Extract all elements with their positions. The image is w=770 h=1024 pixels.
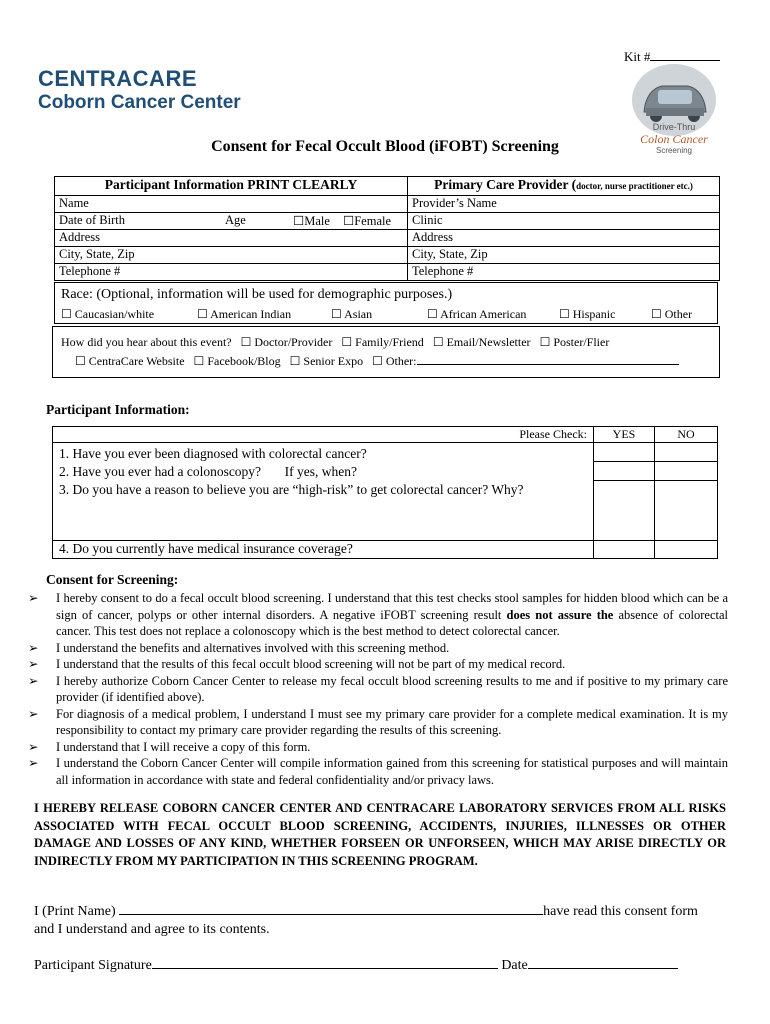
bullet-arrow-icon: ➢ xyxy=(28,706,39,721)
referral-other-field[interactable] xyxy=(417,350,679,365)
badge-line1: Drive-Thru xyxy=(652,122,696,132)
print-name-field[interactable] xyxy=(119,900,543,915)
referral-poster[interactable]: ☐ Poster/Flier xyxy=(539,335,610,349)
q4-yes-box[interactable] xyxy=(594,541,655,559)
referral-email[interactable]: ☐ Email/Newsletter xyxy=(432,335,531,349)
female-checkbox[interactable]: ☐Female xyxy=(343,214,392,228)
consent-item-7: ➢ I understand the Coborn Cancer Center will compile information gained from this screening for statistical purposes and will maintain all information in accordance with state and federal confidentiality and/or privacy laws. xyxy=(28,756,728,787)
date-label: Date xyxy=(501,958,528,973)
participant-city-field[interactable]: City, State, Zip xyxy=(55,247,408,264)
q4-no-box[interactable] xyxy=(655,541,718,559)
signature-field[interactable] xyxy=(152,954,498,969)
q2-yes-box[interactable] xyxy=(594,462,654,481)
referral-doctor[interactable]: ☐ Doctor/Provider xyxy=(240,335,333,349)
race-option-american-indian[interactable]: ☐ American Indian xyxy=(197,307,292,321)
question-4: 4. Do you currently have medical insurance coverage? xyxy=(53,541,594,559)
referral-website[interactable]: ☐ CentraCare Website xyxy=(75,354,185,368)
bullet-arrow-icon: ➢ xyxy=(28,640,39,655)
consent-item-3: ➢ I understand that the results of this fecal occult blood screening will not be part of my medical record. xyxy=(28,657,566,671)
clinic-field[interactable]: Clinic xyxy=(408,213,720,230)
bullet-arrow-icon: ➢ xyxy=(28,756,39,770)
bullet-arrow-icon: ➢ xyxy=(28,739,39,754)
logo-coborn: Coborn Cancer Center xyxy=(38,92,241,113)
print-name-line2: and I understand and agree to its contents. xyxy=(34,922,270,937)
questions-cell xyxy=(53,443,594,541)
print-name-suffix: have read this consent form xyxy=(543,904,698,919)
race-label: Race: (Optional, information will be used for demographic purposes.) xyxy=(61,287,453,302)
consent-item-6: ➢ I understand that I will receive a copy of this form. xyxy=(28,739,311,754)
bullet-arrow-icon: ➢ xyxy=(28,673,39,688)
race-section xyxy=(54,282,718,324)
signature-line xyxy=(34,954,678,974)
provider-header-note: doctor, nurse practitioner etc.) xyxy=(576,181,693,191)
participant-phone-field[interactable]: Telephone # xyxy=(55,264,408,281)
participant-header: Participant Information PRINT CLEARLY xyxy=(55,177,408,196)
please-check-label: Please Check: xyxy=(53,427,594,443)
question-2: 2. Have you ever had a colonoscopy? If yes, when? xyxy=(59,464,358,479)
provider-name-field[interactable]: Provider’s Name xyxy=(408,196,720,213)
kit-label: Kit # xyxy=(624,49,651,64)
age-label: Age xyxy=(225,213,246,227)
consent-list xyxy=(28,590,728,788)
q2-no-box[interactable] xyxy=(655,462,717,481)
referral-row-1 xyxy=(61,335,609,350)
referral-senior-expo[interactable]: ☐ Senior Expo xyxy=(289,354,364,368)
logo-centracare: CENTRACARE xyxy=(38,66,197,91)
print-name-line xyxy=(34,900,734,939)
provider-city-field[interactable]: City, State, Zip xyxy=(408,247,720,264)
consent-item-5: ➢ For diagnosis of a medical problem, I understand I must see my primary care provider for a complete medical examination. It is my responsibility to contact my primary care provider regarding the results of this screening. xyxy=(28,706,728,737)
print-name-label: I (Print Name) xyxy=(34,904,116,919)
question-1: 1. Have you ever been diagnosed with colorectal cancer? xyxy=(59,446,367,461)
badge-line3: Screening xyxy=(655,146,693,155)
page-title: Consent for Fecal Occult Blood (iFOBT) Screening xyxy=(211,138,559,155)
release-statement: I HEREBY RELEASE COBORN CANCER CENTER AND CENTRACARE LABORATORY SERVICES FROM ALL RISKS ASSOCIATED WITH FECAL OCCULT BLOOD SCREENING, ACCIDENTS, INJURIES, ILLNESSES OR OTHER DAMAGE AND LOSSES OF ANY KIND, WHETHER FORSEEN OR UNFORSEEN, WHICH MAY ARISE DIRECTLY OR INDIRECTLY FROM MY PARTICIPATION IN THIS SCREENING PROGRAM. xyxy=(34,801,726,868)
race-option-caucasian[interactable]: ☐ Caucasian/white xyxy=(61,307,155,321)
no-header: NO xyxy=(655,427,718,443)
q3-no-box[interactable] xyxy=(655,481,717,539)
q1-yes-box[interactable] xyxy=(594,443,654,462)
section-participant-info: Participant Information: xyxy=(46,402,190,417)
badge-line2: Colon Cancer xyxy=(640,132,708,146)
referral-row-2 xyxy=(75,350,679,369)
provider-address-field[interactable]: Address xyxy=(408,230,720,247)
race-option-asian[interactable]: ☐ Asian xyxy=(331,307,373,321)
consent-item-4: ➢ I hereby authorize Coborn Cancer Center to release my fecal occult blood screening results to me and if positive to my primary care provider (if identified above). xyxy=(28,673,728,704)
screening-questions-table xyxy=(52,426,718,559)
participant-provider-table xyxy=(54,176,720,281)
referral-facebook[interactable]: ☐ Facebook/Blog xyxy=(193,354,281,368)
consent-item-2: ➢ I understand the benefits and alternatives involved with this screening method. xyxy=(28,640,450,655)
race-option-african-american[interactable]: ☐ African American xyxy=(427,307,527,321)
race-option-hispanic[interactable]: ☐ Hispanic xyxy=(559,307,616,321)
referral-question: How did you hear about this event? xyxy=(61,335,232,349)
provider-header: Primary Care Provider (doctor, nurse practitioner etc.) xyxy=(408,177,720,196)
dob-label: Date of Birth xyxy=(59,213,125,227)
yes-cells xyxy=(594,443,655,541)
referral-section xyxy=(52,326,720,378)
participant-name-field[interactable]: Name xyxy=(55,196,408,213)
question-3: 3. Do you have a reason to believe you are “high-risk” to get colorectal cancer? Why? xyxy=(59,482,524,497)
q3-yes-box[interactable] xyxy=(594,481,654,539)
kit-number-field[interactable] xyxy=(650,46,720,61)
yes-header: YES xyxy=(594,427,655,443)
bullet-arrow-icon: ➢ xyxy=(28,657,39,671)
signature-label: Participant Signature xyxy=(34,958,152,973)
male-checkbox[interactable]: ☐Male xyxy=(293,214,330,228)
no-cells xyxy=(655,443,718,541)
referral-other[interactable]: ☐ Other: xyxy=(372,354,417,368)
provider-phone-field[interactable]: Telephone # xyxy=(408,264,720,281)
bullet-arrow-icon: ➢ xyxy=(28,591,39,605)
section-consent: Consent for Screening: xyxy=(46,572,179,587)
consent-item-1: ➢ I hereby consent to do a fecal occult blood screening. I understand that this test checks stool samples for hidden blood which can be a sign of cancer, polyps or other internal disorders. A negative iFOBT screening result does not assure the absence of colorectal cancer. This test does not replace a colonoscopy which is the best method to detect colorectal cancer. xyxy=(28,591,728,638)
q1-no-box[interactable] xyxy=(655,443,717,462)
participant-address-field[interactable]: Address xyxy=(55,230,408,247)
date-field[interactable] xyxy=(528,954,678,969)
referral-family[interactable]: ☐ Family/Friend xyxy=(341,335,424,349)
race-option-other[interactable]: ☐ Other xyxy=(651,307,693,321)
dob-field[interactable] xyxy=(55,213,408,230)
